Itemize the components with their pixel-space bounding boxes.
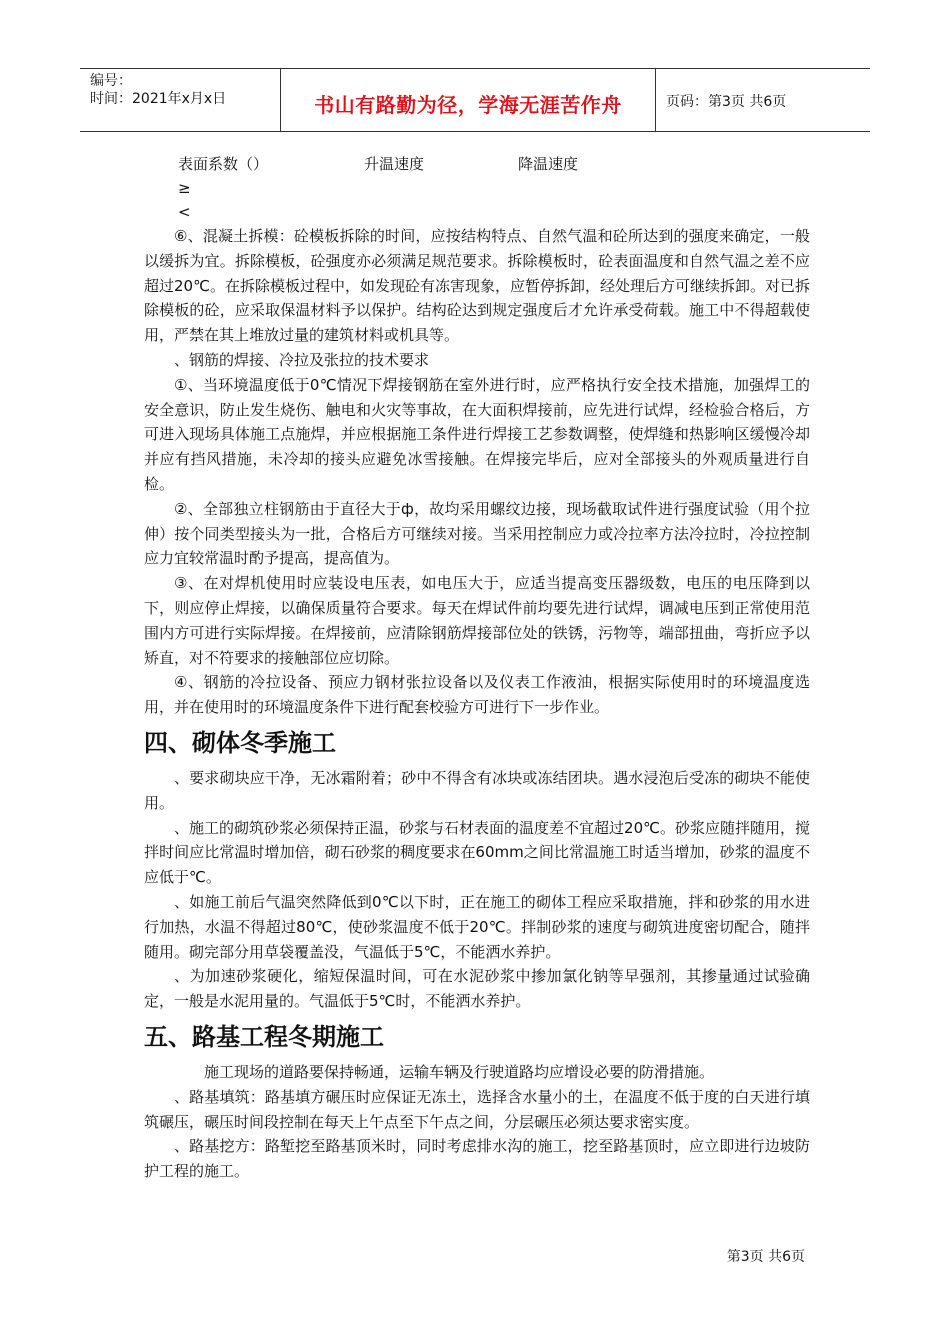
header-motto: 书山有路勤为径，学海无涯苦作舟: [314, 93, 622, 117]
section-heading-roadbed: 五、路基工程冬期施工: [144, 1022, 384, 1051]
paragraph-welding-2: ②、全部独立柱钢筋由于直径大于ф，故均采用螺纹边接，现场截取试件进行强度试验（用个拉伸）按个同类型接头为一批，合格后方可继续对接。当采用控制应力或冷拉率方法冷拉时，冷拉控制应力宜较常温时酌予提高，提高值为。: [144, 499, 810, 568]
document-body: [144, 152, 810, 1184]
symbol-lt: <: [178, 203, 191, 221]
symbol-ge: ≥: [178, 179, 191, 197]
paragraph-roadbed-cut: 、路基挖方：路堑挖至路基顶米时，同时考虑排水沟的施工，挖至路基顶时，应立即进行边坡防护工程的施工。: [144, 1137, 810, 1181]
paragraph-roadbed-intro: 施工现场的道路要保持畅通，运输车辆及行驶道路均应增设必要的防滑措施。: [204, 1062, 715, 1081]
paragraph-masonry-4: 、为加速砂浆硬化，缩短保温时间，可在水泥砂浆中掺加氯化钠等早强剂，其掺量通过试验确定，一般是水泥用量的。气温低于5℃时，不能洒水养护。: [144, 967, 810, 1011]
section-heading-masonry: 四、砌体冬季施工: [144, 728, 336, 757]
header-right-cell: [656, 69, 870, 131]
paragraph-masonry-3: 、如施工前后气温突然降低到0℃以下时，正在施工的砌体工程应采取措施，拌和砂浆的用水进行加热，水温不得超过80℃，使砂浆温度不低于20℃。拌制砂浆的速度与砌筑进度密切配合，随拌随用。砌完部分用草袋覆盖没，气温低于5℃，不能洒水养护。: [144, 892, 810, 961]
header-page-label: 页码：第3页 共6页: [666, 94, 787, 110]
table-col-cooling-rate: 降温速度: [518, 155, 579, 173]
paragraph-welding-3: ③、在对焊机使用时应装设电压表，如电压大于，应适当提高变压器级数，电压的电压降到以下，则应停止焊接，以确保质量符合要求。每天在焊试件前均要先进行试焊，调减电压到正常使用范围内方可进行实际焊接。在焊接前，应清除钢筋焊接部位处的铁锈，污物等，端部扭曲，弯折应予以矫直，对不符要求的接触部位应切除。: [144, 574, 810, 667]
paragraph-roadbed-fill: 、路基填筑：路基填方碾压时应保证无冻土，选择含水量小的土，在温度不低于度的白天进行填筑碾压，碾压时间段控制在每天上午点至下午点之间，分层碾压必须达要求密实度。: [144, 1087, 810, 1131]
paragraph-welding-4: ④、钢筋的冷拉设备、预应力钢材张拉设备以及仪表工作液油，根据实际使用时的环境温度选用，并在使用时的环境温度条件下进行配套校验方可进行下一步作业。: [144, 673, 810, 717]
doc-time-label: 时间：2021年x月x日: [90, 91, 227, 107]
table-col-heating-rate: 升温速度: [364, 155, 425, 173]
header-left-cell: [80, 69, 280, 131]
page-footer: 第3页 共6页: [726, 1249, 805, 1265]
subheading-rebar-welding: 、钢筋的焊接、冷拉及张拉的技术要求: [174, 350, 430, 369]
paragraph-masonry-1: 、要求砌块应干净，无冰霜附着；砂中不得含有冰块或冻结团块。遇水浸泡后受冻的砌块不能使用。: [144, 768, 810, 812]
table-row-ge: [144, 176, 810, 200]
paragraph-formwork-removal: ⑥、混凝土拆模：砼模板拆除的时间，应按结构特点、自然气温和砼所达到的强度来确定，一般以缓拆为宜。拆除模板，砼强度亦必须满足规范要求。拆除模板时，砼表面温度和自然气温之差不应超过20℃。在拆除模板过程中，如发现砼有冻害现象，应暂停拆卸，经处理后方可继续拆卸。对已拆除模板的砼，应采取保温材料予以保护。结构砼达到规定强度后才允许承受荷载。施工中不得超载使用，严禁在其上堆放过量的建筑材料或机具等。: [144, 227, 810, 345]
doc-number-label: 编号：: [90, 73, 132, 89]
table-col-surface-coefficient: 表面系数（）: [178, 155, 269, 173]
paragraph-welding-1: ①、当环境温度低于0℃情况下焊接钢筋在室外进行时，应严格执行安全技术措施，加强焊工的安全意识，防止发生烧伤、触电和火灾等事故，在大面积焊接前，应先进行试焊，经检验合格后，方可进入现场具体施工点施焊，并应根据施工条件进行焊接工艺参数调整，使焊缝和热影响区缓慢冷却并应有挡风措施，未冷却的接头应避免冰雪接触。在焊接完毕后，应对全部接头的外观质量进行自检。: [144, 375, 810, 493]
temperature-table-header: [144, 152, 810, 176]
page-header: [80, 68, 870, 132]
paragraph-masonry-2: 、施工的砌筑砂浆必须保持正温，砂浆与石材表面的温度差不宜超过20℃。砂浆应随拌随用，搅拌时间应比常温时增加倍，砌石砂浆的稠度要求在60mm之间比常温施工时适当增加，砂浆的温度不应低于℃。: [144, 818, 810, 887]
table-row-lt: [144, 200, 810, 224]
header-center-cell: [280, 69, 656, 131]
